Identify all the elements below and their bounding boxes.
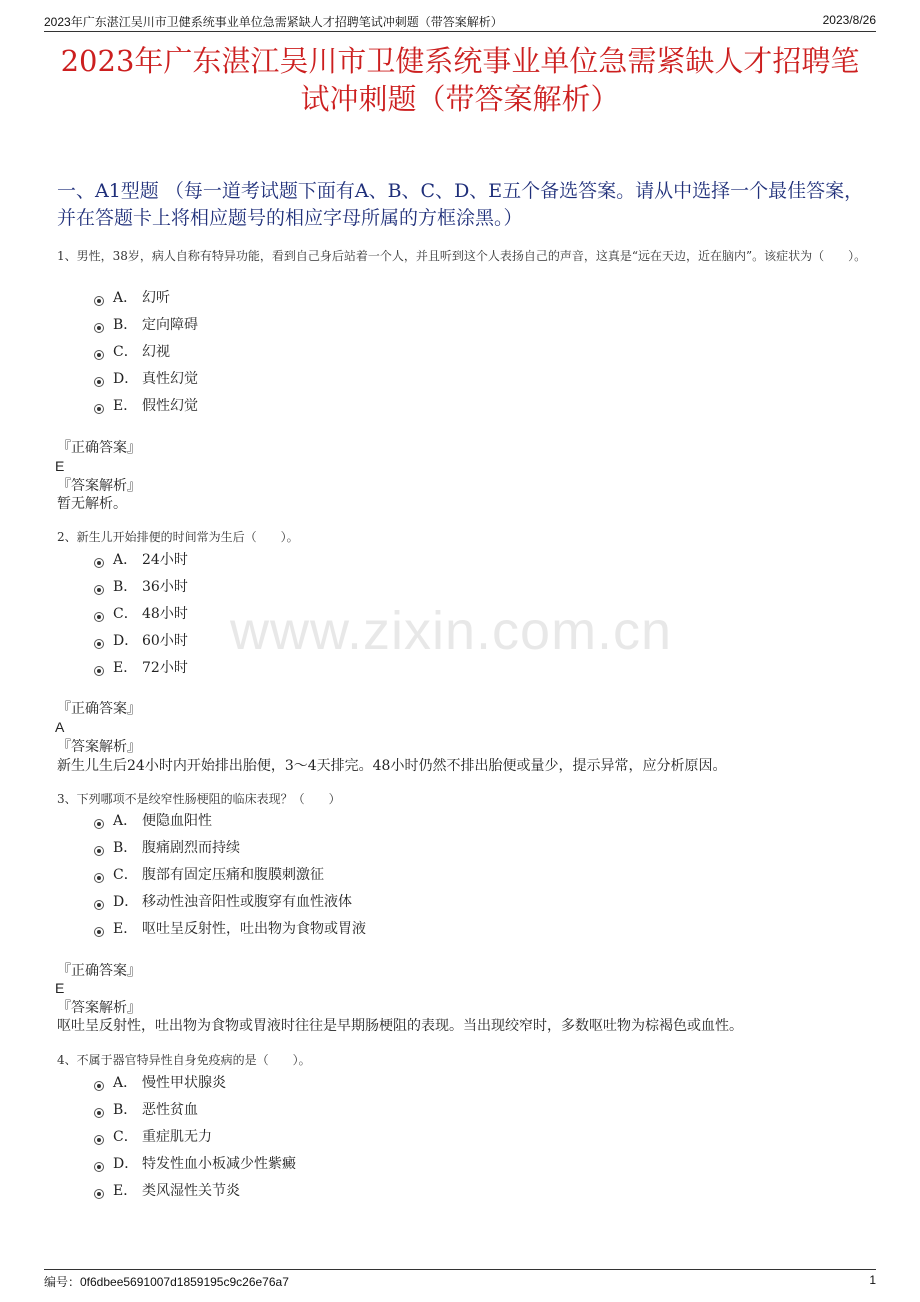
question-3-option-a[interactable]	[94, 811, 212, 831]
question-4-option-a[interactable]	[94, 1073, 226, 1093]
document-title-line-2: 试冲刺题（带答案解析）	[300, 82, 620, 116]
radio-icon[interactable]	[94, 558, 104, 568]
question-2-analysis-label: 『答案解析』	[57, 739, 141, 755]
question-1-analysis-label: 『答案解析』	[57, 478, 141, 494]
option-letter: C．	[113, 867, 138, 883]
radio-icon[interactable]	[94, 323, 104, 333]
question-2-explanation: 新生儿生后24小时内开始排出胎便，3～4天排完。48小时仍然不排出胎便或量少，提示异常，应分析原因。	[57, 758, 727, 774]
option-letter: C．	[113, 344, 138, 360]
option-text: 腹部有固定压痛和腹膜刺激征	[142, 867, 324, 883]
option-letter: D．	[113, 894, 139, 910]
question-3-answer: E	[55, 980, 65, 996]
page-header	[44, 9, 876, 32]
option-letter: B．	[113, 840, 138, 856]
radio-icon[interactable]	[94, 612, 104, 622]
radio-icon[interactable]	[94, 819, 104, 829]
option-text: 幻视	[142, 344, 170, 360]
radio-icon[interactable]	[94, 1162, 104, 1172]
option-text: 特发性血小板减少性紫癜	[142, 1156, 296, 1172]
question-1-answer-label: 『正确答案』	[57, 440, 141, 456]
question-3-explanation: 呕吐呈反射性，吐出物为食物或胃液时往往是早期肠梗阻的表现。当出现绞窄时，多数呕吐物为棕褐色或血性。	[57, 1018, 743, 1034]
question-3-answer-label: 『正确答案』	[57, 963, 141, 979]
option-letter: A．	[113, 1075, 138, 1091]
option-letter: C．	[113, 606, 138, 622]
option-letter: B．	[113, 579, 138, 595]
question-3-option-d[interactable]	[94, 892, 352, 912]
option-letter: D．	[113, 633, 139, 649]
question-2-answer-label: 『正确答案』	[57, 701, 141, 717]
option-text: 72小时	[142, 660, 188, 676]
page-footer	[44, 1269, 876, 1292]
radio-icon[interactable]	[94, 296, 104, 306]
question-3-analysis-label: 『答案解析』	[57, 1000, 141, 1016]
option-letter: C．	[113, 1129, 138, 1145]
question-3-option-c[interactable]	[94, 865, 324, 885]
radio-icon[interactable]	[94, 846, 104, 856]
option-text: 48小时	[142, 606, 188, 622]
option-text: 慢性甲状腺炎	[142, 1075, 226, 1091]
radio-icon[interactable]	[94, 666, 104, 676]
option-text: 呕吐呈反射性，吐出物为食物或胃液	[142, 921, 366, 937]
question-3-option-e[interactable]	[94, 919, 366, 939]
question-4-text: 4、不属于器官特异性自身免疫病的是（ ）。	[57, 1053, 311, 1067]
radio-icon[interactable]	[94, 1189, 104, 1199]
option-text: 幻听	[142, 290, 170, 306]
section-heading: 一、A1型题 （每一道考试题下面有A、B、C、D、E五个备选答案。请从中选择一个最佳答案，并在答题卡上将相应题号的相应字母所属的方框涂黑。）	[57, 180, 864, 229]
question-2-option-b[interactable]	[94, 577, 188, 597]
radio-icon[interactable]	[94, 927, 104, 937]
question-4-option-c[interactable]	[94, 1127, 212, 1147]
header-doc-title: 2023年广东湛江吴川市卫健系统事业单位急需紧缺人才招聘笔试冲刺题（带答案解析）	[44, 15, 503, 29]
option-letter: A．	[113, 552, 138, 568]
page-number: 1	[869, 1273, 876, 1287]
option-letter: D．	[113, 371, 139, 387]
radio-icon[interactable]	[94, 639, 104, 649]
option-text: 定向障碍	[142, 317, 198, 333]
question-4-option-e[interactable]	[94, 1181, 240, 1201]
radio-icon[interactable]	[94, 873, 104, 883]
document-title-line-1: 2023年广东湛江吴川市卫健系统事业单位急需紧缺人才招聘笔	[60, 44, 860, 78]
option-text: 假性幻觉	[142, 398, 198, 414]
radio-icon[interactable]	[94, 350, 104, 360]
radio-icon[interactable]	[94, 1108, 104, 1118]
option-letter: E．	[113, 398, 138, 414]
question-2-text: 2、新生儿开始排便的时间常为生后（ ）。	[57, 530, 299, 544]
question-2-option-a[interactable]	[94, 550, 188, 570]
question-2-option-d[interactable]	[94, 631, 188, 651]
option-text: 重症肌无力	[142, 1129, 212, 1145]
option-text: 类风湿性关节炎	[142, 1183, 240, 1199]
watermark: www.zixin.com.cn	[230, 601, 673, 661]
option-text: 36小时	[142, 579, 188, 595]
question-1-answer: E	[55, 458, 65, 474]
radio-icon[interactable]	[94, 585, 104, 595]
question-1-option-b[interactable]	[94, 315, 198, 335]
radio-icon[interactable]	[94, 1135, 104, 1145]
question-3-text: 3、下列哪项不是绞窄性肠梗阻的临床表现？（ ）	[57, 792, 341, 806]
radio-icon[interactable]	[94, 1081, 104, 1091]
option-text: 60小时	[142, 633, 188, 649]
radio-icon[interactable]	[94, 900, 104, 910]
option-letter: E．	[113, 921, 138, 937]
question-4-option-d[interactable]	[94, 1154, 296, 1174]
option-letter: E．	[113, 660, 138, 676]
option-letter: D．	[113, 1156, 139, 1172]
option-letter: A．	[113, 290, 138, 306]
option-letter: E．	[113, 1183, 138, 1199]
option-text: 24小时	[142, 552, 188, 568]
option-text: 真性幻觉	[142, 371, 198, 387]
question-1-option-e[interactable]	[94, 396, 198, 416]
question-3-option-b[interactable]	[94, 838, 240, 858]
question-1-explanation: 暂无解析。	[57, 496, 127, 512]
radio-icon[interactable]	[94, 404, 104, 414]
header-date: 2023/8/26	[822, 13, 876, 27]
question-1-text: 1、男性，38岁，病人自称有特异功能，看到自己身后站着一个人，并且听到这个人表扬自己的声音，这真是“远在天边，近在脑内”。该症状为（ ）。	[57, 249, 867, 263]
option-text: 移动性浊音阳性或腹穿有血性液体	[142, 894, 352, 910]
question-1-option-a[interactable]	[94, 288, 170, 308]
option-text: 恶性贫血	[142, 1102, 198, 1118]
question-2-option-c[interactable]	[94, 604, 188, 624]
option-letter: B．	[113, 1102, 138, 1118]
question-2-option-e[interactable]	[94, 658, 188, 678]
option-letter: B．	[113, 317, 138, 333]
question-4-option-b[interactable]	[94, 1100, 198, 1120]
document-code: 编号：0f6dbee5691007d1859195c9c26e76a7	[44, 1275, 289, 1289]
question-1-option-c[interactable]	[94, 342, 170, 362]
question-1-option-d[interactable]	[94, 369, 198, 389]
radio-icon[interactable]	[94, 377, 104, 387]
option-text: 便隐血阳性	[142, 813, 212, 829]
document-title	[40, 42, 880, 118]
option-letter: A．	[113, 813, 138, 829]
option-text: 腹痛剧烈而持续	[142, 840, 240, 856]
question-2-answer: A	[55, 719, 65, 735]
